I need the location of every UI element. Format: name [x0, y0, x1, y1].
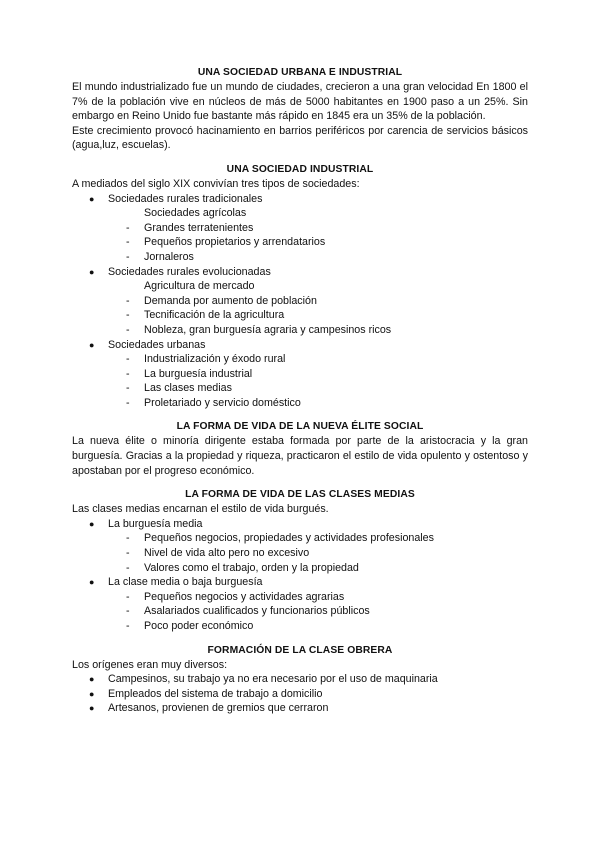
list-item-label: Pequeños negocios, propiedades y actividades profesionales — [144, 532, 434, 545]
list-clases-medias — [72, 517, 528, 634]
list-item — [72, 701, 528, 716]
section-heading-clases-medias: LA FORMA DE VIDA DE LAS CLASES MEDIAS — [185, 489, 415, 501]
list-item — [72, 308, 528, 323]
list-subheading: Sociedades agrícolas — [144, 207, 247, 220]
list-item — [72, 531, 528, 546]
list-item-label: La burguesía industrial — [144, 367, 253, 380]
paragraph-crecimiento: El mundo industrializado fue un mundo de ciudades, crecieron a una gran velocidad En 1800 el 7% de la población vive en núcleos de más de 5000 habitantes en 1900 paso a un 25%. Sin embargo en Reino Unido fue bastante más rápido en 1845 era un 35% de la población. — [72, 81, 528, 123]
bullet-icon: ● — [89, 674, 95, 685]
list-item — [72, 381, 528, 396]
list-item-label: Empleados del sistema de trabajo a domicilio — [108, 687, 323, 700]
list-item-label: Industrialización y éxodo rural — [144, 353, 286, 366]
list-item — [72, 396, 528, 411]
bullet-icon: ● — [89, 577, 95, 588]
paragraph-intro-sociedades: A mediados del siglo XIX convivían tres tipos de sociedades: — [72, 177, 360, 190]
list-item — [72, 672, 528, 687]
list-item-label: Pequeños propietarios y arrendatarios — [144, 236, 326, 249]
dash-icon: - — [126, 250, 130, 263]
list-item-label: Jornaleros — [144, 250, 194, 263]
list-item — [72, 352, 528, 367]
list-item-label: Nivel de vida alto pero no excesivo — [144, 547, 310, 560]
bullet-icon: ● — [89, 518, 95, 529]
list-item — [72, 192, 528, 207]
dash-icon: - — [126, 353, 130, 366]
list-item-label: Pequeños negocios y actividades agrarias — [144, 590, 345, 603]
dash-icon: - — [126, 236, 130, 249]
list-item-label: Valores como el trabajo, orden y la propiedad — [144, 561, 359, 574]
list-sociedades — [72, 192, 528, 411]
section-heading-industrial: UNA SOCIEDAD INDUSTRIAL — [226, 163, 374, 175]
dash-icon: - — [126, 620, 130, 632]
list-item-label: Campesinos, su trabajo ya no era necesario por el uso de maquinaria — [108, 673, 438, 686]
list-item-label: Proletariado y servicio doméstico — [144, 396, 301, 409]
list-item — [72, 590, 528, 605]
list-item-label: Sociedades urbanas — [108, 338, 206, 351]
bullet-icon: ● — [89, 703, 95, 714]
list-item — [72, 517, 528, 532]
dash-icon: - — [126, 323, 130, 336]
list-item — [72, 250, 528, 265]
list-item-label: Las clases medias — [144, 382, 232, 395]
paragraph-elite: La nueva élite o minoría dirigente estaba formada por parte de la aristocracia y la gran burguesía. Gracias a la propiedad y riqueza, practicaron el estilo de vida opulento y ostentoso y apostaban por el progreso económico. — [72, 435, 528, 477]
list-item — [72, 235, 528, 250]
list-item-label: Asalariados cualificados y funcionarios públicos — [144, 605, 370, 618]
list-origenes — [72, 672, 528, 716]
paragraph-hacinamiento: Este crecimiento provocó hacinamiento en barrios periféricos por carencia de servicios básicos (agua,luz, escuelas). — [72, 124, 528, 152]
list-item-label: Artesanos, provienen de gremios que cerraron — [108, 702, 329, 715]
bullet-icon: ● — [89, 339, 95, 350]
dash-icon: - — [126, 309, 130, 322]
section-heading-clase-obrera: FORMACIÓN DE LA CLASE OBRERA — [207, 644, 393, 656]
list-item-label: La burguesía media — [108, 517, 203, 530]
list-subheading: Agricultura de mercado — [144, 280, 255, 293]
dash-icon: - — [126, 532, 130, 545]
section-heading-elite: LA FORMA DE VIDA DE LA NUEVA ÉLITE SOCIAL — [176, 421, 424, 433]
list-item — [72, 619, 528, 634]
section-heading-urbana: UNA SOCIEDAD URBANA E INDUSTRIAL — [197, 67, 403, 78]
bullet-icon: ● — [89, 193, 95, 204]
list-item-label: Sociedades rurales tradicionales — [108, 192, 263, 205]
list-item — [72, 323, 528, 338]
dash-icon: - — [126, 396, 130, 409]
list-item-label: Nobleza, gran burguesía agraria y campesinos ricos — [144, 323, 392, 336]
dash-icon: - — [126, 221, 130, 234]
paragraph-intro-origenes: Los orígenes eran muy diversos: — [72, 658, 228, 671]
list-item-label: Tecnificación de la agricultura — [144, 309, 285, 322]
list-item — [72, 338, 528, 353]
dash-icon: - — [126, 382, 130, 395]
dash-icon: - — [126, 547, 130, 560]
list-item — [72, 221, 528, 236]
dash-icon: - — [126, 294, 130, 307]
bullet-icon: ● — [89, 688, 95, 699]
bullet-icon: ● — [89, 266, 95, 277]
dash-icon: - — [126, 561, 130, 574]
dash-icon: - — [126, 367, 130, 380]
list-item — [72, 561, 528, 576]
list-item — [72, 367, 528, 382]
document-page — [72, 66, 528, 716]
list-item-label: La clase media o baja burguesía — [108, 576, 263, 589]
list-item — [72, 265, 528, 280]
list-item — [72, 546, 528, 561]
list-item — [72, 575, 528, 590]
list-item — [72, 294, 528, 309]
paragraph-intro-clases-medias: Las clases medias encarnan el estilo de vida burgués. — [72, 503, 329, 516]
list-item — [72, 604, 528, 619]
list-item — [72, 687, 528, 702]
dash-icon: - — [126, 605, 130, 618]
list-item-label: Grandes terratenientes — [144, 221, 254, 234]
list-item-label: Demanda por aumento de población — [144, 294, 317, 307]
list-item-label: Poco poder económico — [144, 620, 254, 632]
dash-icon: - — [126, 590, 130, 603]
list-item-label: Sociedades rurales evolucionadas — [108, 265, 271, 278]
